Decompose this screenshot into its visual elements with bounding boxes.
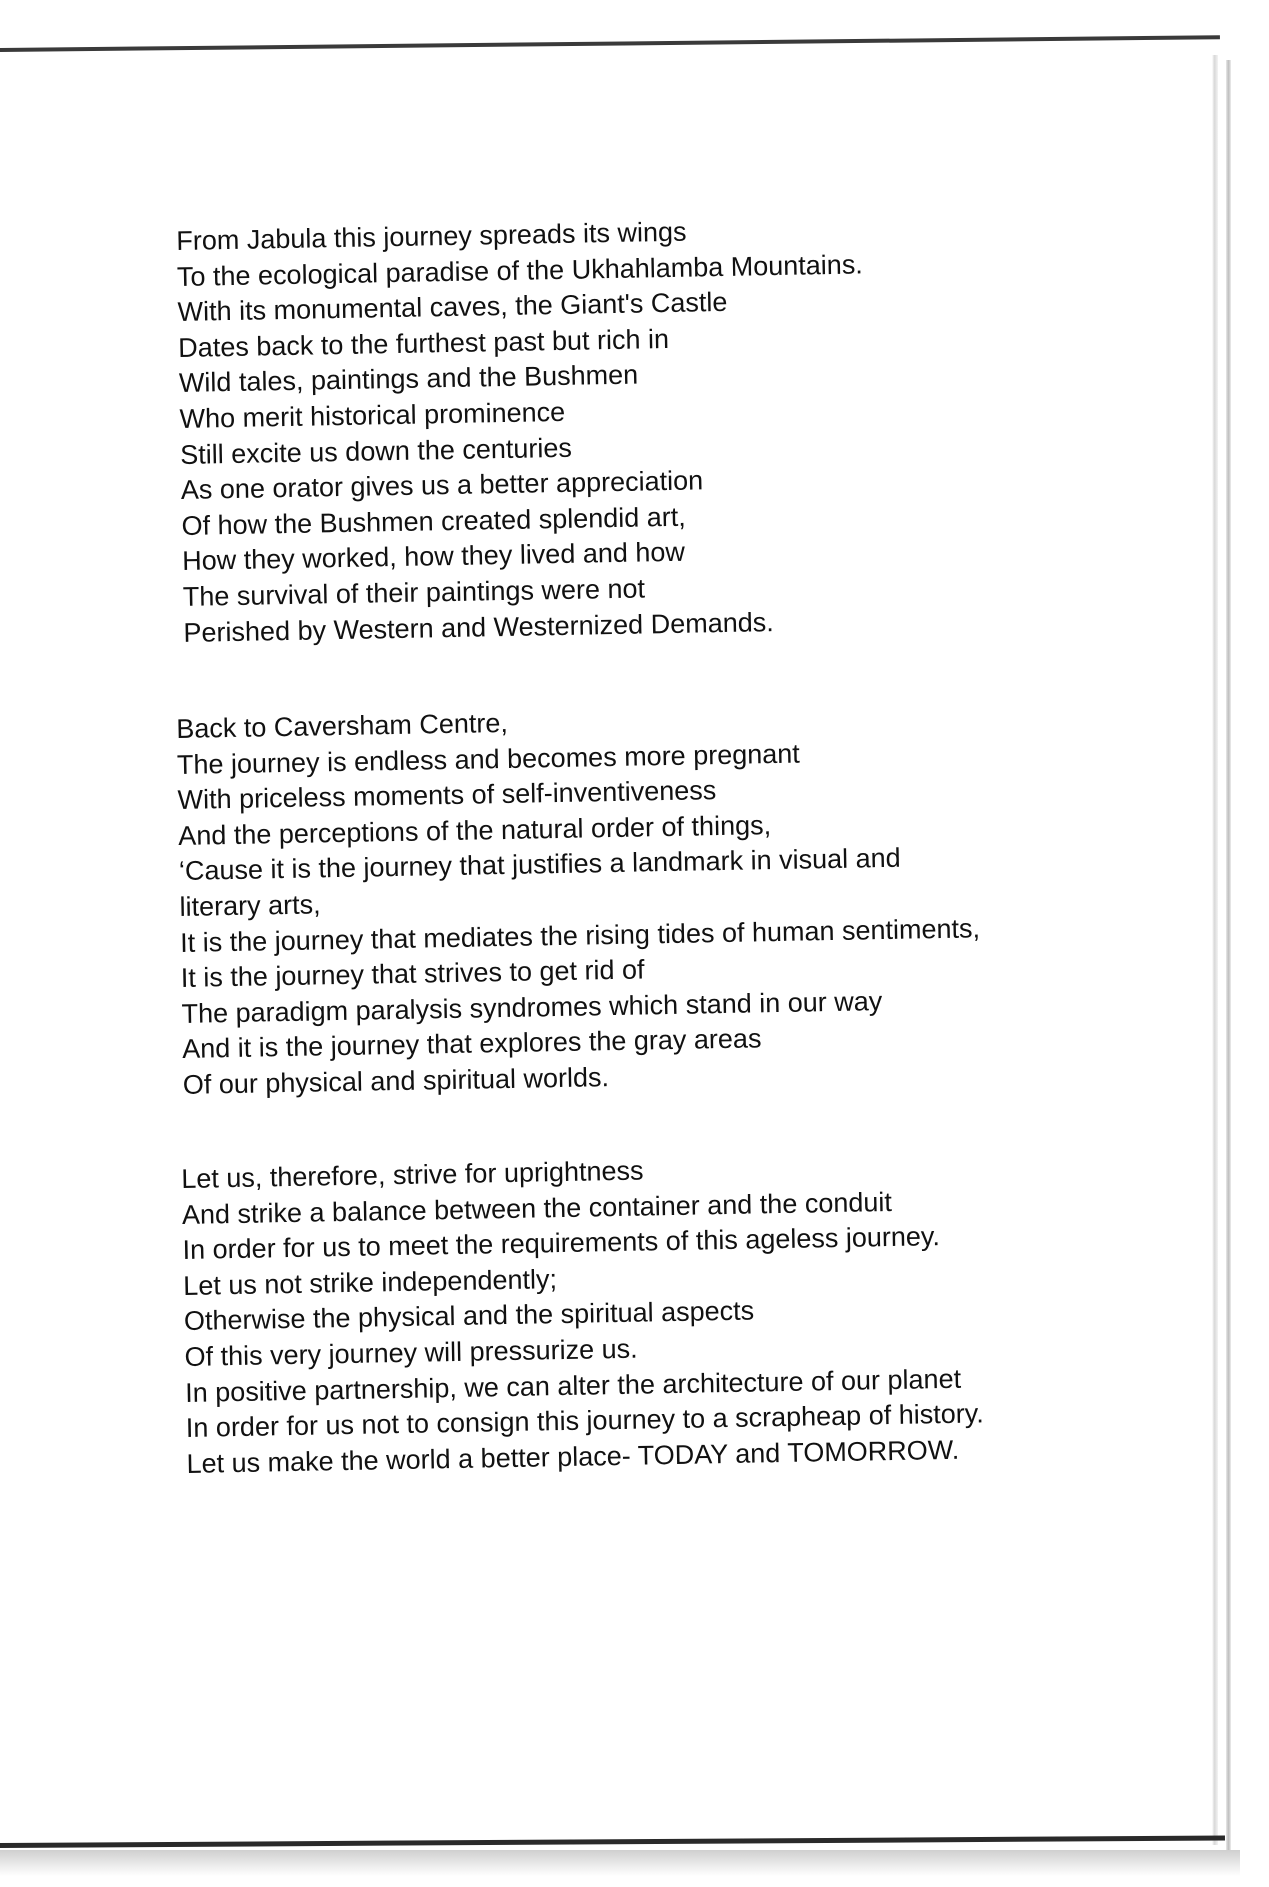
poem-line: As one orator gives us a better appreciation xyxy=(180,465,704,506)
page-bottom-edge xyxy=(0,1836,1225,1848)
poem-line: Dates back to the furthest past but rich in xyxy=(177,323,670,363)
poem-line: The survival of their paintings were not xyxy=(182,573,646,612)
poem-line: With its monumental caves, the Giant's Castle xyxy=(177,287,728,328)
poem-line: literary arts, xyxy=(179,889,321,922)
poem-line: And the perceptions of the natural order of things, xyxy=(177,809,772,851)
poem-line: Back to Caversham Centre, xyxy=(176,707,509,744)
poem-line: The journey is endless and becomes more pregnant xyxy=(176,738,800,780)
poem-line: In order for us to meet the requirements of this ageless journey. xyxy=(182,1221,941,1266)
poem-line: Who merit historical prominence xyxy=(179,396,566,434)
poem-line: To the ecological paradise of the Ukhahlamba Mountains. xyxy=(176,249,864,292)
poem-line: Wild tales, paintings and the Bushmen xyxy=(178,359,639,399)
poem-stanza-3 xyxy=(181,1147,985,1482)
poem-line: With priceless moments of self-inventiveness xyxy=(177,775,717,816)
poem-line: In order for us not to consign this journey to a scrapheap of history. xyxy=(185,1398,984,1444)
page-top-edge xyxy=(0,35,1220,52)
poem-line: And it is the journey that explores the gray areas xyxy=(181,1023,762,1065)
poem-line: From Jabula this journey spreads its wings xyxy=(176,216,687,256)
page-right-fold xyxy=(1226,60,1231,1850)
page-right-edge xyxy=(1212,55,1218,1845)
poem-line: It is the journey that strives to get rid of xyxy=(180,954,645,994)
poem-line: And strike a balance between the container and the conduit xyxy=(181,1186,893,1230)
poem-line: Of our physical and spiritual worlds. xyxy=(182,1062,610,1100)
poem-line: Perished by Western and Westernized Demands. xyxy=(183,606,774,648)
poem-line: Otherwise the physical and the spiritual aspects xyxy=(183,1295,755,1337)
poem-stanza-1 xyxy=(176,211,870,651)
poem-line: In positive partnership, we can alter the architecture of our planet xyxy=(184,1363,962,1408)
poem-line: Let us not strike independently; xyxy=(182,1263,558,1301)
poem-line: It is the journey that mediates the rising tides of human sentiments, xyxy=(179,912,981,958)
poem-line: Let us, therefore, strive for uprightness xyxy=(181,1155,644,1194)
poem-line: The paradigm paralysis syndromes which stand in our way xyxy=(181,985,883,1029)
poem-line: Of this very journey will pressurize us. xyxy=(184,1333,638,1372)
poem-line: How they worked, how they lived and how xyxy=(181,537,686,577)
poem-line: Let us make the world a better place- TODAY and TOMORROW. xyxy=(186,1434,960,1479)
poem-line: Still excite us down the centuries xyxy=(179,432,573,470)
poem-line: Of how the Bushmen created splendid art, xyxy=(181,501,687,541)
page-bottom-shadow xyxy=(0,1850,1240,1887)
poem-line: ‘Cause it is the journey that justifies a landmark in visual and xyxy=(178,843,901,887)
poem-stanza-2 xyxy=(176,697,983,1103)
